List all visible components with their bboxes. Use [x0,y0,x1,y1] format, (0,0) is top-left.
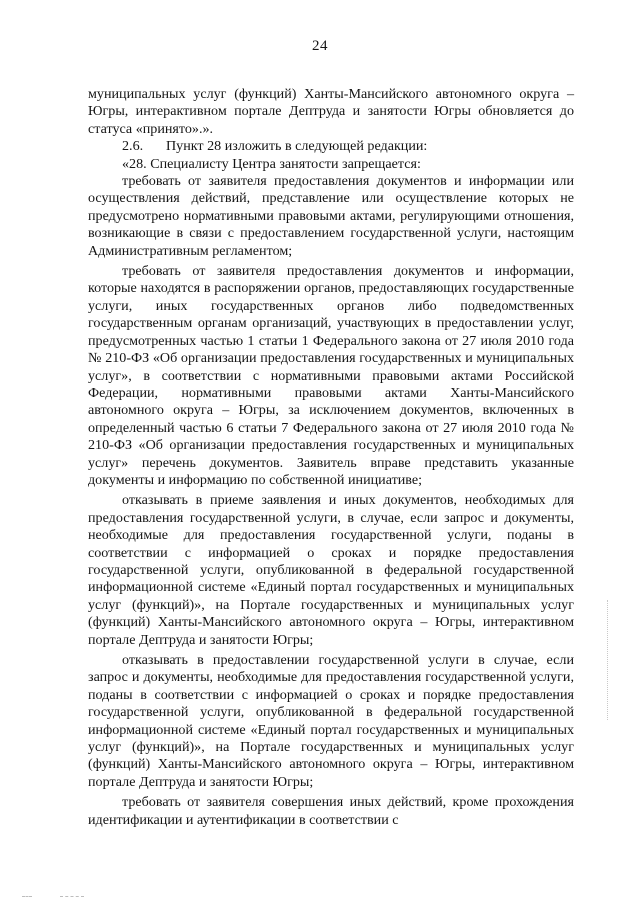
paragraph-prohibition-2: требовать от заявителя предоставления документов и информации, которые находятся в распоряжении органов, предоставляющих государственные услуги, иных государственных органов либо подведомственных государственным органам организаций, участвующих в предоставлении услуг, предусмотренных частью 1 статьи 1 Федерального закона от 27 июля 2010 года № 210-ФЗ «Об организации предоставления государственных и муниципальных услуг», в соответствии с нормативными правовыми актами Российской Федерации, нормативными правовыми актами Ханты-Мансийского автономного округа – Югры, за исключением документов, включенных в определенный частью 6 статьи 7 Федерального закона от 27 июля 2010 года № 210-ФЗ «Об организации предоставления государственных и муниципальных услуг» перечень документов. Заявитель вправе представить указанные документы и информацию по собственной инициативе; [88,263,574,488]
paragraph-prohibition-1: требовать от заявителя предоставления документов и информации или осуществления действий, представление или осуществление которых не предусмотрено нормативными правовыми актами, регулирующими отношения, возникающие в связи с предоставлением государственной услуги, настоящим Административным регламентом; [88,173,574,259]
paragraph-prohibition-3: отказывать в приеме заявления и иных документов, необходимых для предоставления государственной услуги, в случае, если запрос и документы, необходимые для предоставления государственной услуги, поданы в соответствии с информацией о сроках и порядке предоставления государственной услуги, опубликованной в федеральной государственной информационной системе «Единый портал государственных и муниципальных услуг (функций)», на Портале государственных и муниципальных услуг (функций) Ханты-Мансийского автономного округа – Югры, интерактивном портале Дептруда и занятости Югры; [88,492,574,648]
paragraph-clause-2-6 [88,138,574,155]
clause-text: Пункт 28 изложить в следующей редакции: [166,138,428,155]
paragraph-continuation: муниципальных услуг (функций) Ханты-Мансийского автономного округа – Югры, интерактивном портале Дептруда и занятости Югры обновляется до статуса «принято».». [88,86,574,137]
scan-artifact-dash [22,896,32,897]
paragraph-prohibition-5: требовать от заявителя совершения иных действий, кроме прохождения идентификации и аутентификации в соответствии с [88,794,574,828]
paragraph-point-28-heading: «28. Специалисту Центра занятости запрещается: [122,155,421,172]
paragraph-prohibition-4: отказывать в предоставлении государственной услуги в случае, если запрос и документы, необходимые для предоставления государственной услуги, поданы в соответствии с информацией о сроках и порядке предоставления государственной услуги, опубликованной в федеральной государственной информационной системе «Единый портал государственных и муниципальных услуг (функций)», на Портале государственных и муниципальных услуг (функций) Ханты-Мансийского автономного округа – Югры, интерактивном портале Дептруда и занятости Югры; [88,652,574,790]
page-number: 24 [312,38,328,54]
scan-artifact-dash [60,896,84,897]
scan-artifact-margin [607,600,609,720]
document-body [88,86,574,829]
clause-number: 2.6. [122,138,144,155]
